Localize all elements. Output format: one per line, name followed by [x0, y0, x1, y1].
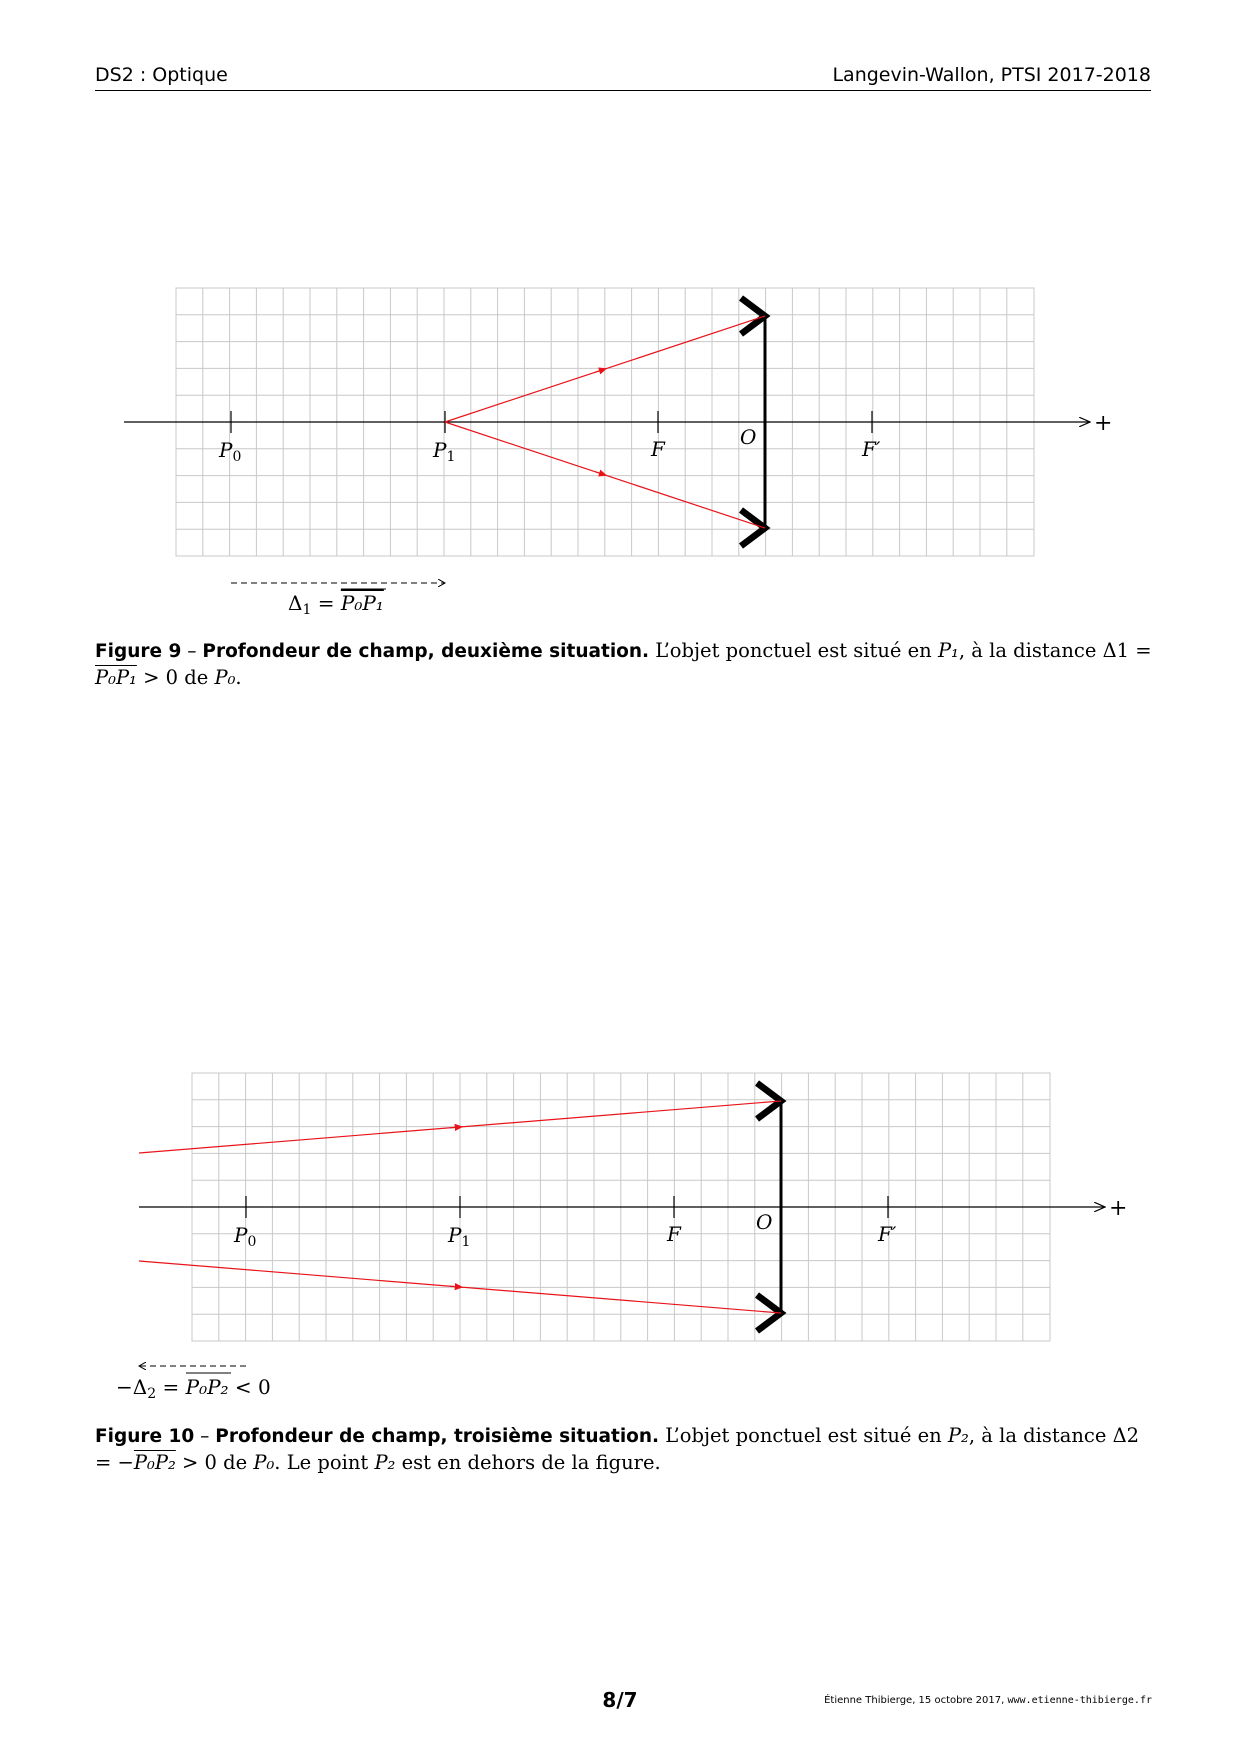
label-o-9: O: [740, 425, 757, 449]
footer-credit: Étienne Thibierge, 15 octobre 2017, www.etienne-thibierge.fr: [824, 1695, 1152, 1706]
figure-9-caption: Figure 9 – Profondeur de champ, deuxième situation. L’objet ponctuel est situé en P₁, à la distance Δ1 = P₀P₁ > 0 de P₀.: [95, 639, 1152, 689]
figure-10-number: Figure 10: [95, 1426, 195, 1447]
footer-url: www.etienne-thibierge.fr: [1007, 1695, 1152, 1706]
figure-10-caption: Figure 10 – Profondeur de champ, troisième situation. L’objet ponctuel est situé en P₂, à la distance Δ2 = −P₀P₂ > 0 de P₀. Le point P₂ est en dehors de la figure.: [95, 1424, 1140, 1474]
label-o-10: O: [756, 1210, 773, 1234]
label-p1-10: $P_1$: [448, 1223, 471, 1250]
label-fp-10: F′: [878, 1222, 897, 1246]
label-p1-9: $P_1$: [433, 438, 456, 465]
label-p0-10: $P_0$: [234, 1223, 257, 1250]
axis-plus-9: +: [1094, 411, 1113, 436]
figure-9-title: Profondeur de champ, deuxième situation.: [202, 641, 650, 662]
page-number: 8/7: [602, 1688, 638, 1712]
figure-10-diagram: [0, 1050, 1240, 1410]
delta1-label: $\Delta_1 = P_0P_1$: [288, 591, 384, 618]
figure-9-number: Figure 9: [95, 641, 182, 662]
axis-plus-10: +: [1109, 1196, 1128, 1221]
figure-10-title: Profondeur de champ, troisième situation.: [215, 1426, 660, 1447]
label-f-10: F: [667, 1222, 681, 1246]
label-fp-9: F′: [862, 437, 881, 461]
header-right: Langevin-Wallon, PTSI 2017-2018: [832, 64, 1151, 86]
label-p0-9: $P_0$: [219, 438, 242, 465]
delta2-label: $-\Delta_2 = P_0P_2 < 0$: [116, 1375, 271, 1402]
figure-9-diagram: [0, 270, 1240, 620]
label-f-9: F: [651, 437, 665, 461]
page-header: [95, 62, 1151, 91]
header-left: DS2 : Optique: [95, 64, 228, 86]
